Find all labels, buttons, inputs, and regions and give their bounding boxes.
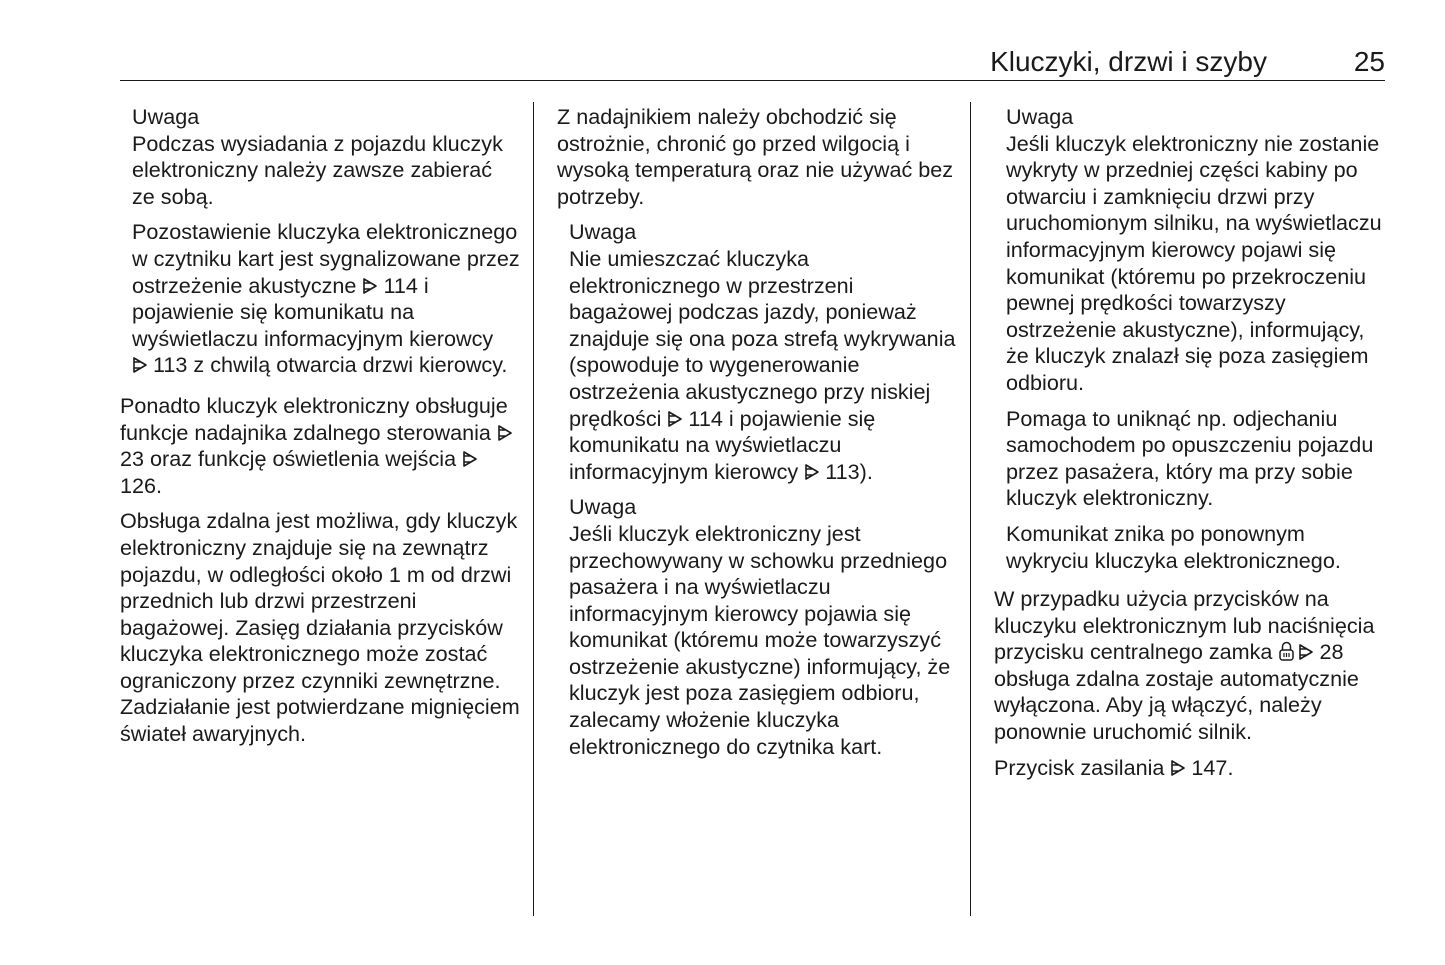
- page-reference[interactable]: 113: [825, 458, 860, 484]
- page-reference-arrow-icon: [362, 276, 378, 296]
- column-divider-1: [533, 102, 534, 916]
- note-block: [1006, 104, 1389, 574]
- page-reference-arrow-icon: [497, 423, 513, 443]
- page-reference-arrow-icon: [132, 355, 148, 375]
- page-reference[interactable]: 126: [120, 472, 157, 498]
- note-paragraph: Jeśli kluczyk elektroniczny jest przechowywany w schowku przedniego pasażera i na wyświetlaczu informacyjnym kierowcy pojawia się komunikat (któremu może towarzyszyć ostrzeżenie akustyczne) informujący, że kluczyk jest poza zasięgiem odbioru, zalecamy włożenie kluczyka elektronicznego do czytnika kart.: [569, 520, 951, 759]
- page-reference[interactable]: 113: [153, 352, 188, 378]
- column-2: [557, 104, 957, 760]
- body-paragraph: Obsługa zdalna jest możliwa, gdy kluczyk elektroniczny znajduje się na zewnątrz pojazdu, w odległości około 1 m od drzwi przednich lub drzwi przestrzeni bagażowej. Zasięg działania przycisków kluczyka elektronicznego może zostać ograniczony przez czynniki zewnętrzne. Zadziałanie jest potwierdzane mignięciem świateł awaryjnych.: [120, 508, 520, 747]
- page-reference[interactable]: 23: [120, 446, 145, 472]
- note-block: [132, 104, 520, 379]
- column-divider-2: [970, 102, 971, 916]
- column-1: [120, 104, 520, 748]
- note-paragraph: Komunikat znika po ponownym wykryciu kluczyka elektronicznego.: [1006, 520, 1341, 573]
- note-title: Uwaga: [1006, 104, 1074, 129]
- page-reference-arrow-icon: [804, 462, 820, 482]
- page-reference[interactable]: 114: [383, 272, 418, 298]
- page-reference-arrow-icon: [667, 409, 683, 429]
- body-paragraph: Przycisk zasilania 147.: [994, 754, 1234, 780]
- note-title: Uwaga: [132, 104, 200, 129]
- column-3: [994, 104, 1389, 781]
- central-lock-icon: [1278, 640, 1295, 662]
- note-paragraph: Pomaga to uniknąć np. odjechaniu samochodem po opuszczeniu pojazdu przez pasażera, który ma przy sobie kluczyk elektroniczny.: [1006, 405, 1374, 511]
- page-reference-arrow-icon: [1298, 642, 1314, 662]
- body-paragraph: Ponadto kluczyk elektroniczny obsługuje funkcje nadajnika zdalnego sterowania 23 oraz funkcję oświetlenia wejścia 126.: [120, 393, 520, 499]
- note-title: Uwaga: [569, 219, 637, 245]
- page-reference-arrow-icon: [462, 449, 478, 469]
- note-paragraph: Jeśli kluczyk elektroniczny nie zostanie wykryty w przedniej części kabiny po otwarciu i zamknięciu drzwi przy uruchomionym silniku, na wyświetlaczu informacyjnym kierowcy pojawi się komunikat (któremu po przekroczeniu pewnej prędkości towarzyszy ostrzeżenie akustyczne), informujący, że kluczyk znalazł się poza zasięgiem odbioru.: [1006, 130, 1382, 395]
- page-reference-arrow-icon: [1170, 758, 1186, 778]
- header-rule: [120, 80, 1385, 81]
- note-paragraph: Pozostawienie kluczyka elektronicznego w czytniku kart jest sygnalizowane przez ostrzeżenie akustyczne 114 i pojawienie się komunikatu na wyświetlaczu informacyjnym kierowcy 113 z chwilą otwarcia drzwi kierowcy.: [132, 219, 520, 378]
- note-block: [569, 219, 957, 485]
- body-paragraph: Z nadajnikiem należy obchodzić się ostrożnie, chronić go przed wilgocią i wysoką temperaturą oraz nie używać bez potrzeby.: [557, 104, 954, 209]
- page-reference[interactable]: 28: [1319, 639, 1344, 665]
- note-block: [569, 494, 957, 760]
- page-number: 25: [1353, 46, 1385, 77]
- note-paragraph: Nie umieszczać kluczyka elektronicznego w przestrzeni bagażowej podczas jazdy, ponieważ znajduje się ona poza strefą wykrywania (spowoduje to wygenerowanie ostrzeżenia akustycznego przy niskiej prędkości 114 i pojawienie się komunikatu na wyświetlaczu informacyjnym kierowcy 113).: [569, 245, 956, 484]
- page-reference[interactable]: 114: [688, 405, 723, 431]
- note-title: Uwaga: [569, 494, 637, 520]
- section-title: Kluczyki, drzwi i szyby: [990, 46, 1267, 77]
- page-reference[interactable]: 147: [1191, 754, 1228, 780]
- note-paragraph: Podczas wysiadania z pojazdu kluczyk elektroniczny należy zawsze zabierać ze sobą.: [132, 130, 503, 209]
- body-paragraph: W przypadku użycia przycisków na kluczyku elektronicznym lub naciśnięcia przycisku centralnego zamka 28 obsługa zdalna zostaje automatycznie wyłączona. Aby ją włączyć, należy ponownie uruchomić silnik.: [994, 586, 1375, 745]
